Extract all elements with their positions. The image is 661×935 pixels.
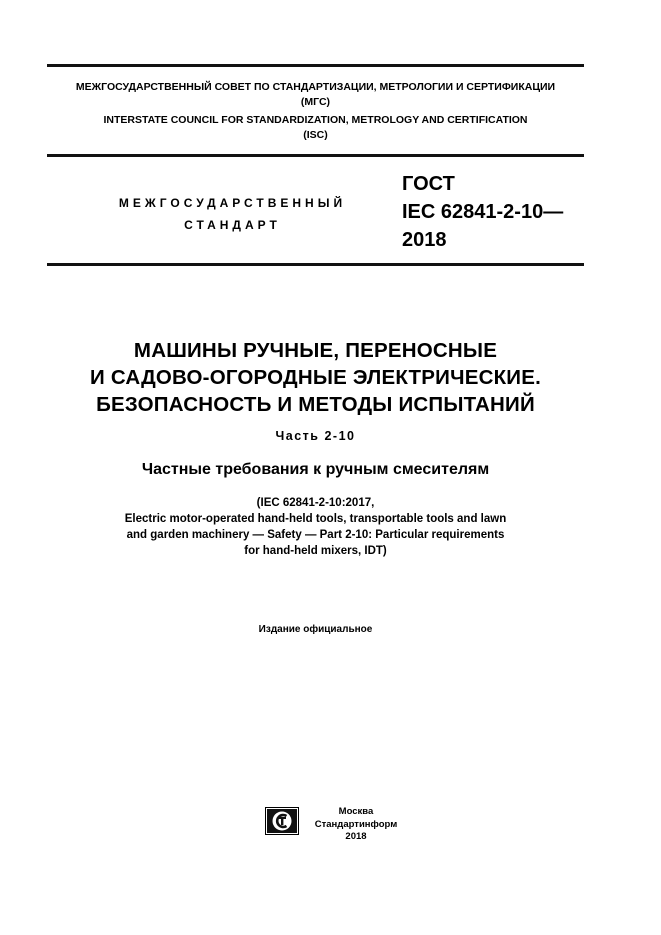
council-abbr-en: (ISC) [303,129,328,141]
council-abbr-ru: (МГС) [300,96,331,108]
reference-line4: for hand-held mixers, IDT) [244,545,387,557]
standard-designation [402,170,563,254]
publisher [308,806,404,844]
reference-line3: and garden machinery — Safety — Part 2-10: Particular requirements [126,529,505,541]
standard-kind-line1: МЕЖГОСУДАРСТВЕННЫЙ [118,196,347,210]
reference-line2: Electric motor-operated hand-held tools, transportable tools and lawn [124,513,507,525]
title-line3: БЕЗОПАСНОСТЬ И МЕТОДЫ ИСПЫТАНИЙ [96,393,535,416]
designation-line2: IEC 62841-2-10— [402,201,564,223]
publication-year: 2018 [345,831,367,842]
header-bottom-rule [47,263,584,266]
standartinform-logo-icon [265,807,299,835]
designation-line3: 2018 [402,229,447,251]
council-name-ru-line1: МЕЖГОСУДАРСТВЕННЫЙ СОВЕТ ПО СТАНДАРТИЗАЦИИ, МЕТРОЛОГИИ И СЕРТИФИКАЦИИ [75,81,556,93]
top-rule [47,64,584,67]
standard-kind [90,192,375,236]
council-name-ru [47,80,584,110]
document-subtitle: Частные требования к ручным смесителям [141,461,490,478]
council-name-en [47,113,584,143]
iec-reference [47,495,584,559]
designation-line1: ГОСТ [402,173,455,195]
document-title [47,337,584,418]
edition-label: Издание официальное [258,624,373,635]
council-name-en-line1: INTERSTATE COUNCIL FOR STANDARDIZATION, METROLOGY AND CERTIFICATION [103,114,528,126]
section-rule [47,154,584,157]
title-line1: МАШИНЫ РУЧНЫЕ, ПЕРЕНОСНЫЕ [133,339,498,362]
part-number: Часть 2-10 [275,429,356,443]
reference-line1: (IEC 62841-2-10:2017, [256,497,375,509]
standard-kind-line2: СТАНДАРТ [184,218,281,232]
publisher-name: Стандартинформ [314,818,398,830]
title-line2: И САДОВО-ОГОРОДНЫЕ ЭЛЕКТРИЧЕСКИЕ. [90,366,541,389]
publisher-city: Москва [338,806,374,817]
